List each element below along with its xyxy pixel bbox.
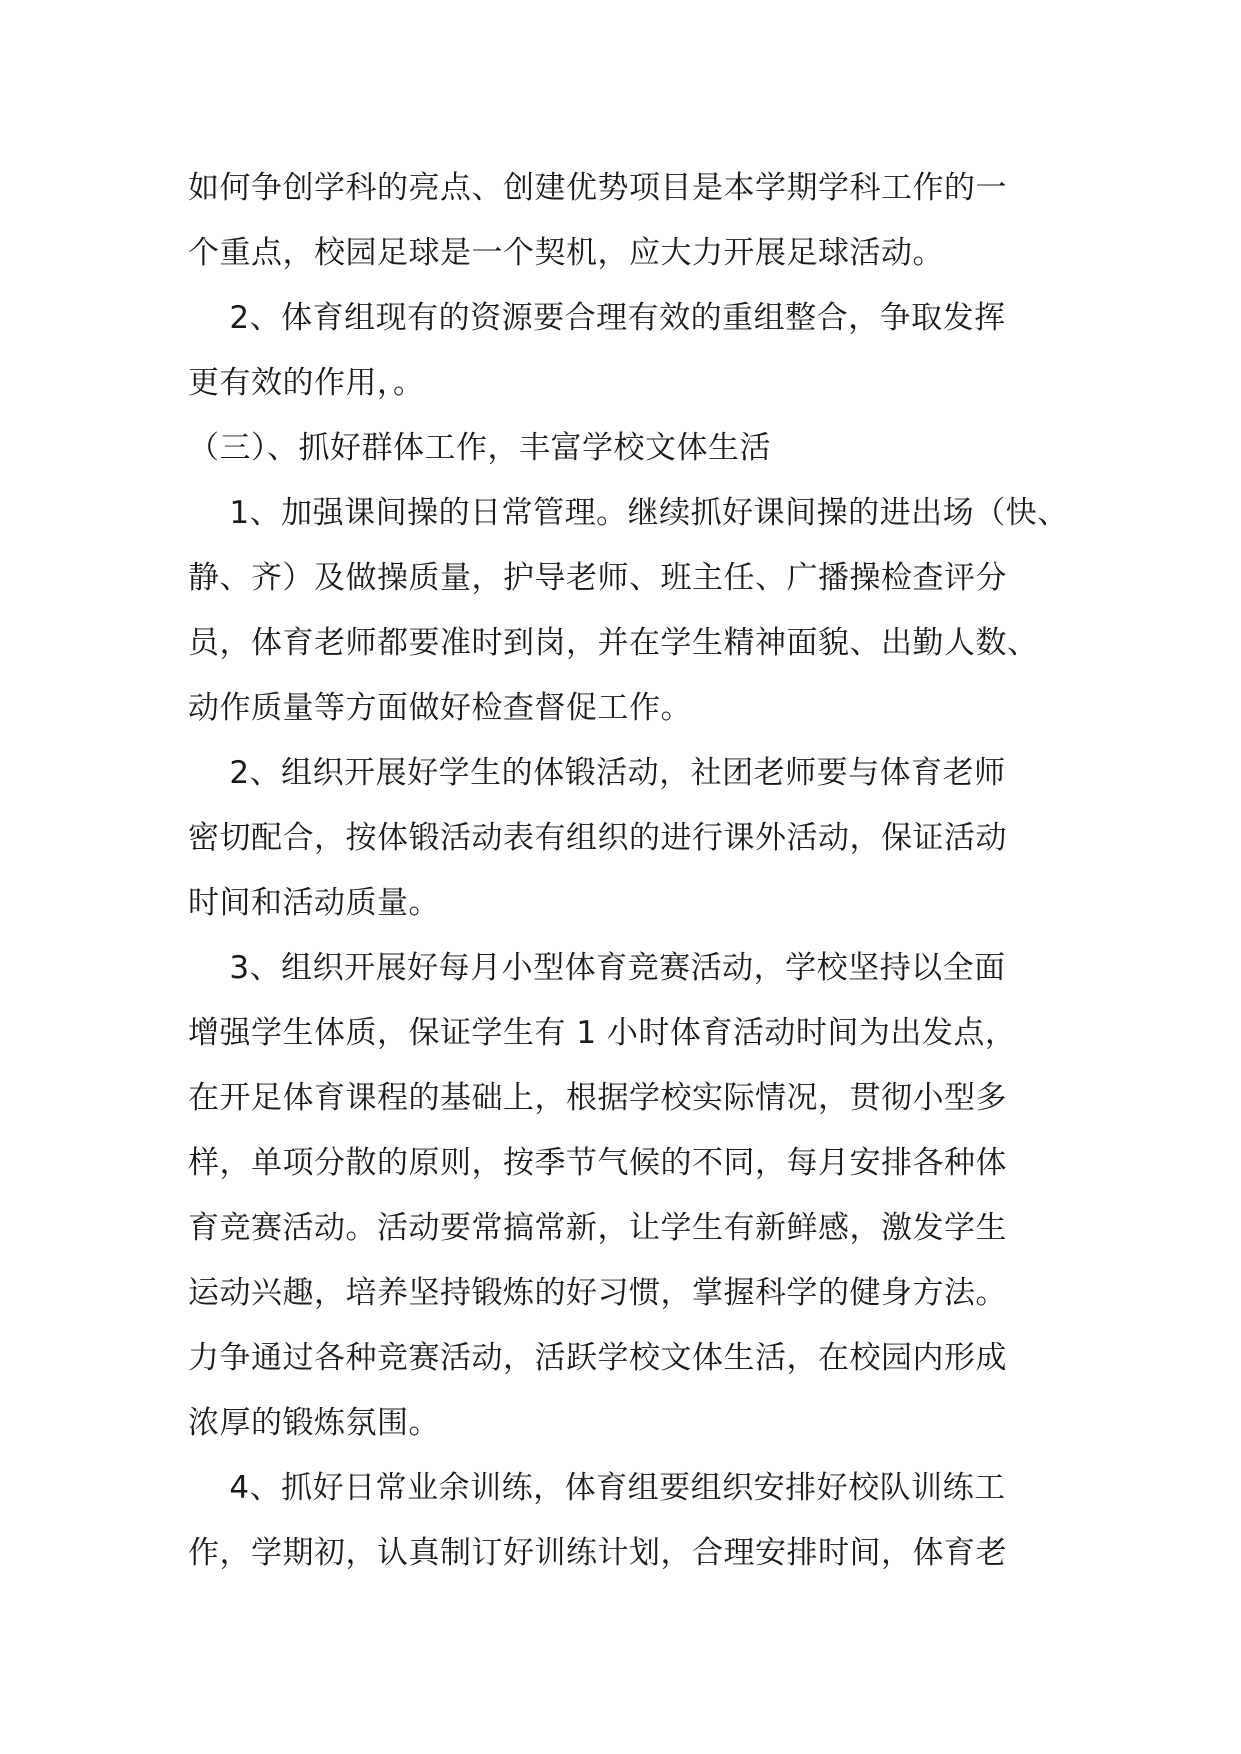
text-line: 如何争创学科的亮点、创建优势项目是本学期学科工作的一 bbox=[188, 170, 1007, 206]
text-line: 运动兴趣，培养坚持锻炼的好习惯，掌握科学的健身方法。 bbox=[188, 1275, 1007, 1311]
text-line: 作，学期初，认真制订好训练计划，合理安排时间，体育老 bbox=[188, 1535, 1007, 1571]
text-line: 静、齐）及做操质量，护导老师、班主任、广播操检查评分 bbox=[188, 560, 1007, 596]
paragraph bbox=[188, 156, 1068, 286]
text-line: 2、组织开展好学生的体锻活动，社团老师要与体育老师 bbox=[188, 755, 1006, 791]
text-line: 个重点，校园足球是一个契机，应大力开展足球活动。 bbox=[188, 235, 944, 271]
text-line: 样，单项分散的原则，按季节气候的不同，每月安排各种体 bbox=[188, 1145, 1007, 1181]
text-line: 育竞赛活动。活动要常搞常新，让学生有新鲜感，激发学生 bbox=[188, 1210, 1007, 1246]
text-line: 在开足体育课程的基础上，根据学校实际情况，贯彻小型多 bbox=[188, 1080, 1007, 1116]
text-line: （三）、抓好群体工作，丰富学校文体生活 bbox=[188, 430, 771, 466]
text-line: 1、加强课间操的日常管理。继续抓好课间操的进出场（快、 bbox=[188, 495, 1069, 531]
text-line: 密切配合，按体锻活动表有组织的进行课外活动，保证活动 bbox=[188, 820, 1007, 856]
text-line: 增强学生体质，保证学生有 1 小时体育活动时间为出发点， bbox=[188, 1015, 1017, 1051]
text-line: 浓厚的锻炼氛围。 bbox=[188, 1405, 440, 1441]
text-line: 2、体育组现有的资源要合理有效的重组整合，争取发挥 bbox=[188, 300, 1006, 336]
paragraph bbox=[188, 286, 1068, 416]
document-body bbox=[188, 156, 1068, 1586]
paragraph bbox=[188, 741, 1068, 936]
text-line: 4、抓好日常业余训练，体育组要组织安排好校队训练工 bbox=[188, 1470, 1006, 1506]
text-line: 时间和活动质量。 bbox=[188, 885, 440, 921]
section-heading bbox=[188, 416, 1068, 481]
paragraph bbox=[188, 936, 1068, 1456]
text-line: 动作质量等方面做好检查督促工作。 bbox=[188, 690, 692, 726]
text-line: 力争通过各种竞赛活动，活跃学校文体生活，在校园内形成 bbox=[188, 1340, 1007, 1376]
paragraph bbox=[188, 481, 1068, 741]
text-line: 员，体育老师都要准时到岗，并在学生精神面貌、出勤人数、 bbox=[188, 625, 1039, 661]
paragraph bbox=[188, 1456, 1068, 1586]
text-line: 更有效的作用，。 bbox=[188, 365, 425, 401]
text-line: 3、组织开展好每月小型体育竞赛活动，学校坚持以全面 bbox=[188, 950, 1006, 986]
